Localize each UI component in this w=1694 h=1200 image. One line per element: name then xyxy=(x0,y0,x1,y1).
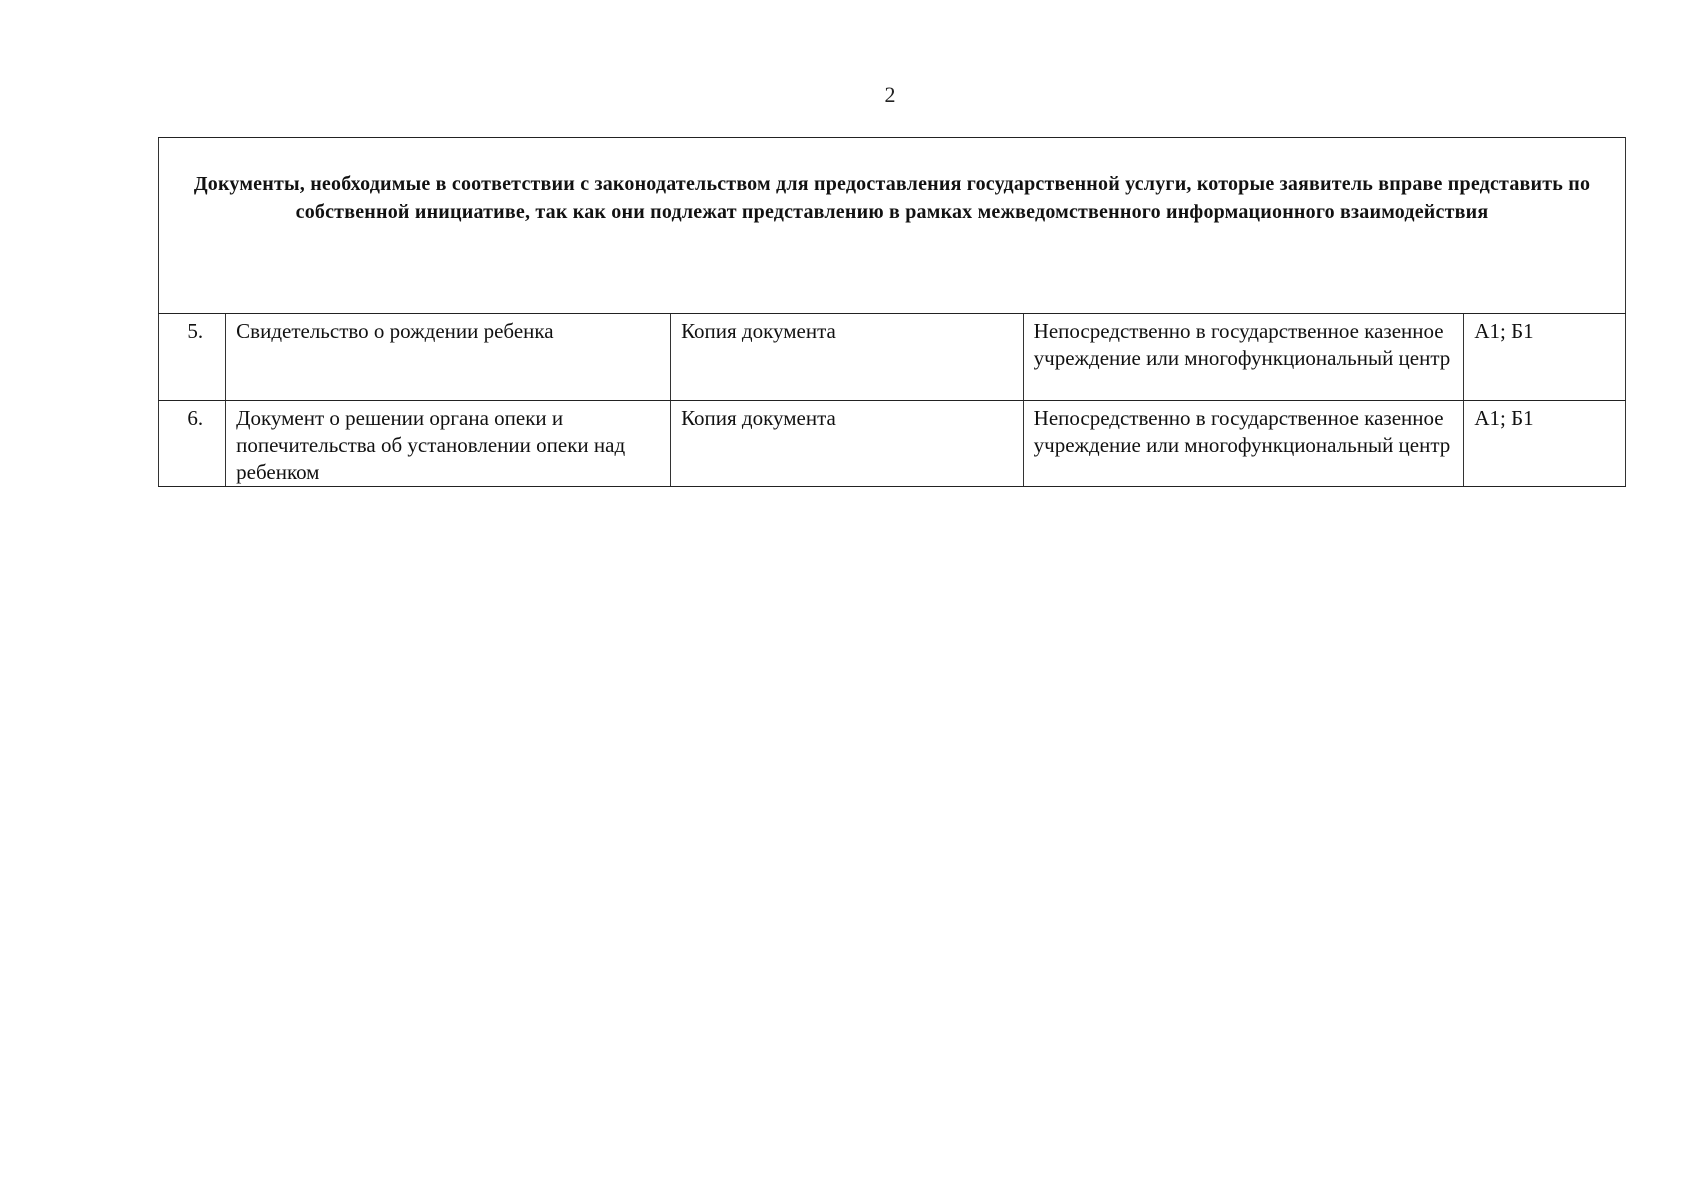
documents-table xyxy=(158,137,1626,487)
codes: А1; Б1 xyxy=(1464,401,1626,487)
table-row xyxy=(159,401,1626,487)
document-form: Копия документа xyxy=(671,314,1024,401)
submission-method: Непосредственно в государственное казенное учреждение или многофункциональный центр xyxy=(1023,314,1464,401)
page-number: 2 xyxy=(884,82,896,107)
document-form: Копия документа xyxy=(671,401,1024,487)
section-header-row xyxy=(159,138,1626,314)
codes: А1; Б1 xyxy=(1464,314,1626,401)
document-name: Документ о решении органа опеки и попечительства об установлении опеки над ребенком xyxy=(226,401,671,487)
row-number: 5. xyxy=(159,314,226,401)
document-name: Свидетельство о рождении ребенка xyxy=(226,314,671,401)
section-header: Документы, необходимые в соответствии с законодательством для предоставления государственной услуги, которые заявитель вправе представить по собственной инициативе, так как они подлежат представлению в рамках межведомственного информационного взаимодействия xyxy=(159,138,1626,314)
row-number: 6. xyxy=(159,401,226,487)
table-row xyxy=(159,314,1626,401)
submission-method: Непосредственно в государственное казенное учреждение или многофункциональный центр xyxy=(1023,401,1464,487)
